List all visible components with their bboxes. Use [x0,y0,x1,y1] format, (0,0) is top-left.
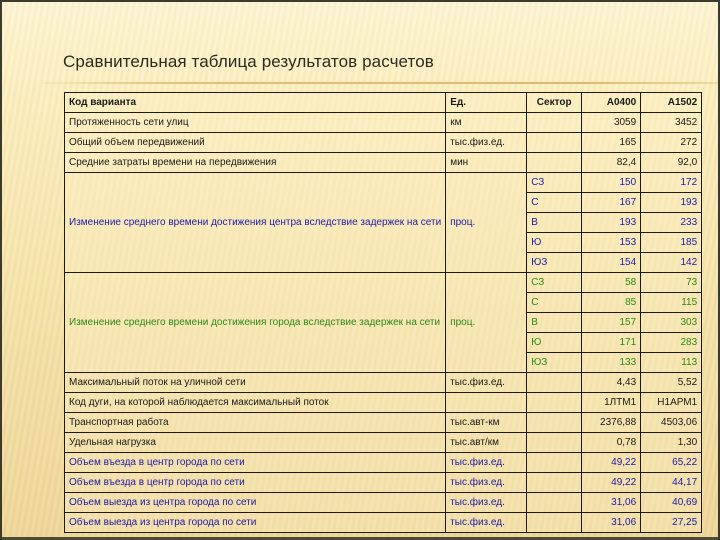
row-value-a0400: 2376,88 [582,413,641,433]
header-unit: Ед. [446,93,527,113]
row-unit: тыс.физ.ед. [446,373,527,393]
table-row-center-sz [65,173,702,193]
row-value-a0400: 49,22 [582,473,641,493]
row-value-a0400: 165 [582,133,641,153]
row-value-a1502: 303 [641,313,702,333]
row-name: Удельная нагрузка [65,433,446,453]
row-sector [527,373,582,393]
row-value-a0400: 1ЛТМ1 [582,393,641,413]
row-sector [527,513,582,533]
header-variant-a1502: А1502 [641,93,702,113]
row-unit: тыс.физ.ед. [446,473,527,493]
row-value-a1502: 3452 [641,113,702,133]
row-value-a0400: 133 [582,353,641,373]
table-row [65,453,702,473]
table-row [65,393,702,413]
table-row [65,433,702,453]
sector-label: В [527,213,582,233]
row-value-a0400: 167 [582,193,641,213]
row-value-a1502: 73 [641,273,702,293]
row-unit: тыс.физ.ед. [446,493,527,513]
sector-label: СЗ [527,173,582,193]
sector-label: СЗ [527,273,582,293]
row-value-a1502: 233 [641,213,702,233]
title-divider [42,82,718,84]
table-row [65,113,702,133]
row-unit: тыс.физ.ед. [446,133,527,153]
row-value-a1502: 272 [641,133,702,153]
row-name: Объем въезда в центр города по сети [65,473,446,493]
table-row [65,513,702,533]
header-variant-a0400: А0400 [582,93,641,113]
row-sector [527,473,582,493]
row-value-a0400: 150 [582,173,641,193]
table-row [65,473,702,493]
header-name: Код варианта [65,93,446,113]
row-value-a1502: 172 [641,173,702,193]
row-sector [527,493,582,513]
row-value-a0400: 49,22 [582,453,641,473]
row-unit: мин [446,153,527,173]
sector-label: ЮЗ [527,353,582,373]
row-value-a1502: 40,69 [641,493,702,513]
row-value-a0400: 154 [582,253,641,273]
row-value-a0400: 3059 [582,113,641,133]
row-name: Объем въезда в центр города по сети [65,453,446,473]
row-sector [527,453,582,473]
row-value-a1502: 1,30 [641,433,702,453]
center-group-unit: проц. [446,173,527,273]
row-name: Средние затраты времени на передвижения [65,153,446,173]
row-unit [446,393,527,413]
row-name: Транспортная работа [65,413,446,433]
table-row [65,133,702,153]
row-name: Максимальный поток на уличной сети [65,373,446,393]
row-sector [527,393,582,413]
row-name: Объем выезда из центра города по сети [65,513,446,533]
table-row [65,493,702,513]
sector-label: Ю [527,333,582,353]
sector-label: С [527,293,582,313]
row-value-a1502: 185 [641,233,702,253]
row-name: Общий объем передвижений [65,133,446,153]
row-value-a1502: 4503,06 [641,413,702,433]
row-sector [527,413,582,433]
row-value-a1502: 193 [641,193,702,213]
row-value-a1502: 283 [641,333,702,353]
row-name: Объем выезда из центра города по сети [65,493,446,513]
city-group-name: Изменение среднего времени достижения города вследствие задержек на сети [65,273,446,373]
comparison-table [64,92,702,533]
row-value-a1502: Н1АРМ1 [641,393,702,413]
row-value-a1502: 142 [641,253,702,273]
slide-title: Сравнительная таблица результатов расчетов [63,52,434,71]
row-unit: км [446,113,527,133]
row-name: Код дуги, на которой наблюдается максимальный поток [65,393,446,413]
row-value-a1502: 115 [641,293,702,313]
row-sector [527,153,582,173]
sector-label: Ю [527,233,582,253]
table-row [65,413,702,433]
row-value-a1502: 44,17 [641,473,702,493]
row-value-a0400: 31,06 [582,493,641,513]
sector-label: С [527,193,582,213]
slide-background [2,2,718,540]
row-value-a1502: 65,22 [641,453,702,473]
row-value-a1502: 113 [641,353,702,373]
row-value-a0400: 4,43 [582,373,641,393]
center-group-name: Изменение среднего времени достижения центра вследствие задержек на сети [65,173,446,273]
row-value-a0400: 85 [582,293,641,313]
row-name: Протяженность сети улиц [65,113,446,133]
sector-label: В [527,313,582,333]
table-row [65,153,702,173]
row-value-a0400: 82,4 [582,153,641,173]
table-row [65,373,702,393]
row-value-a0400: 31,06 [582,513,641,533]
table-header-row [65,93,702,113]
row-value-a1502: 27,25 [641,513,702,533]
row-value-a0400: 58 [582,273,641,293]
row-unit: тыс.авт-км [446,413,527,433]
row-unit: тыс.физ.ед. [446,453,527,473]
row-value-a1502: 92,0 [641,153,702,173]
row-value-a1502: 5,52 [641,373,702,393]
row-value-a0400: 193 [582,213,641,233]
row-unit: тыс.физ.ед. [446,513,527,533]
header-sector: Сектор [527,93,582,113]
row-value-a0400: 153 [582,233,641,253]
row-value-a0400: 157 [582,313,641,333]
table-row-city-sz [65,273,702,293]
row-sector [527,433,582,453]
row-value-a0400: 171 [582,333,641,353]
city-group-unit: проц. [446,273,527,373]
row-sector [527,113,582,133]
row-value-a0400: 0,78 [582,433,641,453]
sector-label: ЮЗ [527,253,582,273]
row-sector [527,133,582,153]
row-unit: тыс.авт/км [446,433,527,453]
